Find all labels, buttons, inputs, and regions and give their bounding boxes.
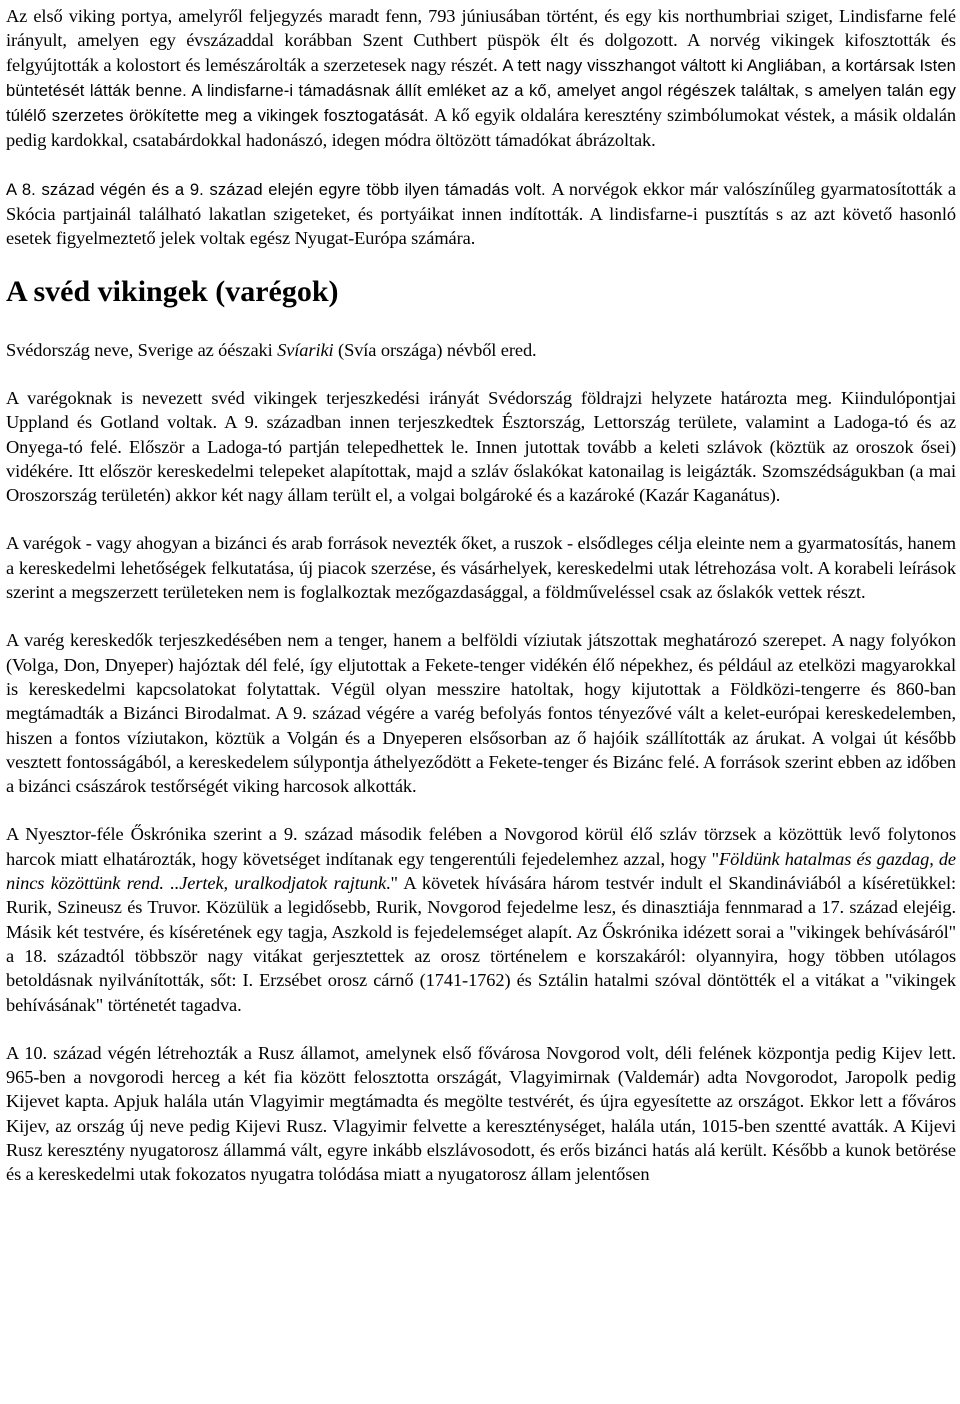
italic-quote: Földünk hatalmas és gazdag, de nincs közöttünk rend. ..Jertek, uralkodjatok rajtunk	[6, 848, 956, 894]
section-heading: A svéd vikingek (varégok)	[6, 274, 339, 308]
text-segment: A tett nagy visszhangot váltott ki Angliában, a kortársak Isten büntetését látták benne. A lindisfarne-i támadásnak állít emléket az a kő, amelyet angol régészek találtak, s amelyen talán egy túlélő szerzetes örökítette meg a vikingek fosztogatását.	[6, 55, 956, 126]
text-segment: A kő egyik oldalára keresztény szimbólumokat véstek, a másik oldalán pedig kardokkal, csatabárdokkal hadonászó, idegen módra öltözött támadókat ábrázoltak.	[6, 105, 956, 151]
text-segment: (Svía országa) névből ered.	[333, 339, 537, 360]
paragraph-ruszok: A varégok - vagy ahogyan a bizánci és arab források nevezték őket, a ruszok - elsődleges célja eleinte nem a gyarmatosítás, hanem a kereskedelmi lehetőségek felkutatása, új piacok szerzése, és vásárhelyek, kereskedelmi utak létrehozása volt. A korabeli leírások szerint a megszerzett területeken nem is foglalkoztak mezőgazdasággal, a földműveléssel csak az őslakók vettek részt.	[6, 533, 956, 603]
paragraph-varegok: A varégoknak is nevezett svéd vikingek terjeszkedési irányát Svédország földrajzi helyzete határozta meg. Kiindulópontjai Uppland és Gotland voltak. A 9. században innen terjeszkedtek Észtország, Lettország területe, valamint a Ladoga-tó és az Onyega-tó felé. Először a Ladoga-tó partján telepedhettek le. Innen jutottak tovább a keleti szlávok (köztük az oroszok ősei) vidékére. Itt először kereskedelmi telepeket alapítottak, majd a szláv őslakókat katonailag is leigázták. Szomszédságukban (a mai Oroszország területén) akkor két nagy állam terült el, a volgai bolgároké és a kazároké (Kazár Kaganátus).	[6, 387, 956, 506]
text-segment: A 8. század végén és a 9. század elején egyre több ilyen támadás volt.	[6, 179, 552, 199]
italic-term: Svíariki	[277, 339, 334, 360]
paragraph-oskronika	[6, 822, 956, 1016]
paragraph-attacks	[6, 177, 956, 251]
paragraph-lindisfarne	[6, 4, 956, 153]
paragraph-kijev: A 10. század végén létrehozták a Rusz államot, amelynek első fővárosa Novgorod volt, déli felének központja pedig Kijev lett. 965-ben a novgorodi herceg a két fia között felosztotta országát, Vlagyimirnak (Valdemár) adta Novgorodot, Jaropolk pedig Kijevet kapta. Apjuk halála után Vlagyimir megtámadta és megölte testvérét, és újra egyesítette az országot. Ekkor lett a főváros Kijev, az ország új neve pedig Kijevi Rusz. Vlagyimir felvette a kereszténységet, halála után, 1015-ben szentté avatták. A Kijevi Rusz keresztény nyugatorosz állammá vált, egyre inkább elszlávosodott, és erős bizánci hatás alá került. Később a kunok betörése és a kereskedelmi utak fokozatos nyugatra tolódása miatt a nyugatorosz állam jelentősen	[6, 1042, 956, 1185]
text-segment: A Nyesztor-féle Őskrónika szerint a 9. század második felében a Novgorod körül élő szláv törzsek a közöttük levő folytonos harcok miatt elhatározták, hogy követséget indítanak egy tengerentúli fejedelemhez azzal, hogy "	[6, 824, 956, 869]
text-segment: Svédország neve, Sverige az óészaki	[6, 339, 278, 360]
text-segment: A norvégok ekkor már valószínűleg gyarmatosították a Skócia partjainál található lakatlan szigeteket, és portyáikat innen indították. A lindisfarne-i pusztítás s az azt követő hasonló esetek figyelmeztető jelek voltak egész Nyugat-Európa számára.	[6, 178, 956, 249]
paragraph-sverige	[6, 338, 956, 362]
paragraph-kereskedok: A varég kereskedők terjeszkedésében nem a tenger, hanem a belföldi víziutak játszottak meghatározó szerepet. A nagy folyókon (Volga, Don, Dnyeper) hajóztak dél felé, így eljutottak a Fekete-tenger vidékén élő népekhez, és például az etelközi magyarokkal is kereskedelmi kapcsolatokat folytattak. Végül olyan messzire hatoltak, hogy kijutottak a Földközi-tengerre és 860-ban megtámadták a Bizánci Birodalmat. A 9. század végére a varég befolyás fontos tényezővé vált a kelet-európai kereskedelemben, hiszen a fontos víziutakon, köztük a Volgán és a Dnyeperen elsősorban az ő hajóik szállították az árukat. A volgai út később vesztett fontosságából, a kereskedelem súlypontja áthelyeződött a Fekete-tenger és Bizánc felé. A források szerint ebben az időben a bizánci császárok testőrségét viking harcosok alkották.	[6, 630, 956, 797]
text-segment: ." A követek hívására három testvér indult el Skandináviából a kíséretükkel: Rurik, Szineusz és Truvor. Közülük a legidősebb, Rurik, Novgorod fejedelme lesz, és dinasztiája fennmarad a 17. század elejéig. Másik két testvére, és kíséretének egy tagja, Aszkold is fejedelemséget alapít. Az Őskrónika idézett sorai a "vikingek behívásáról" a 18. századtól többször nagy vitákat gerjesztettek az orosz történelem e korszakáról: olyannyira, hogy többen utólagos betoldásnak nyilvánították, sőt: I. Erzsébet orosz cárnő (1741-1762) és Sztálin hatalmi szóval döntötték el a vitákat a "vikingek behívásának" történetét tagadva.	[6, 873, 956, 1015]
text-segment: Az első viking portya, amelyről feljegyzés maradt fenn, 793 júniusában történt, és egy kis northumbriai sziget, Lindisfarne felé irányult, amelyen egy évszázaddal korábban Szent Cuthbert püspök élt és dolgozott. A norvég vikingek kifosztották és felgyújtották a kolostort és lemészárolták a szerzetesek nagy részét.	[6, 6, 956, 75]
